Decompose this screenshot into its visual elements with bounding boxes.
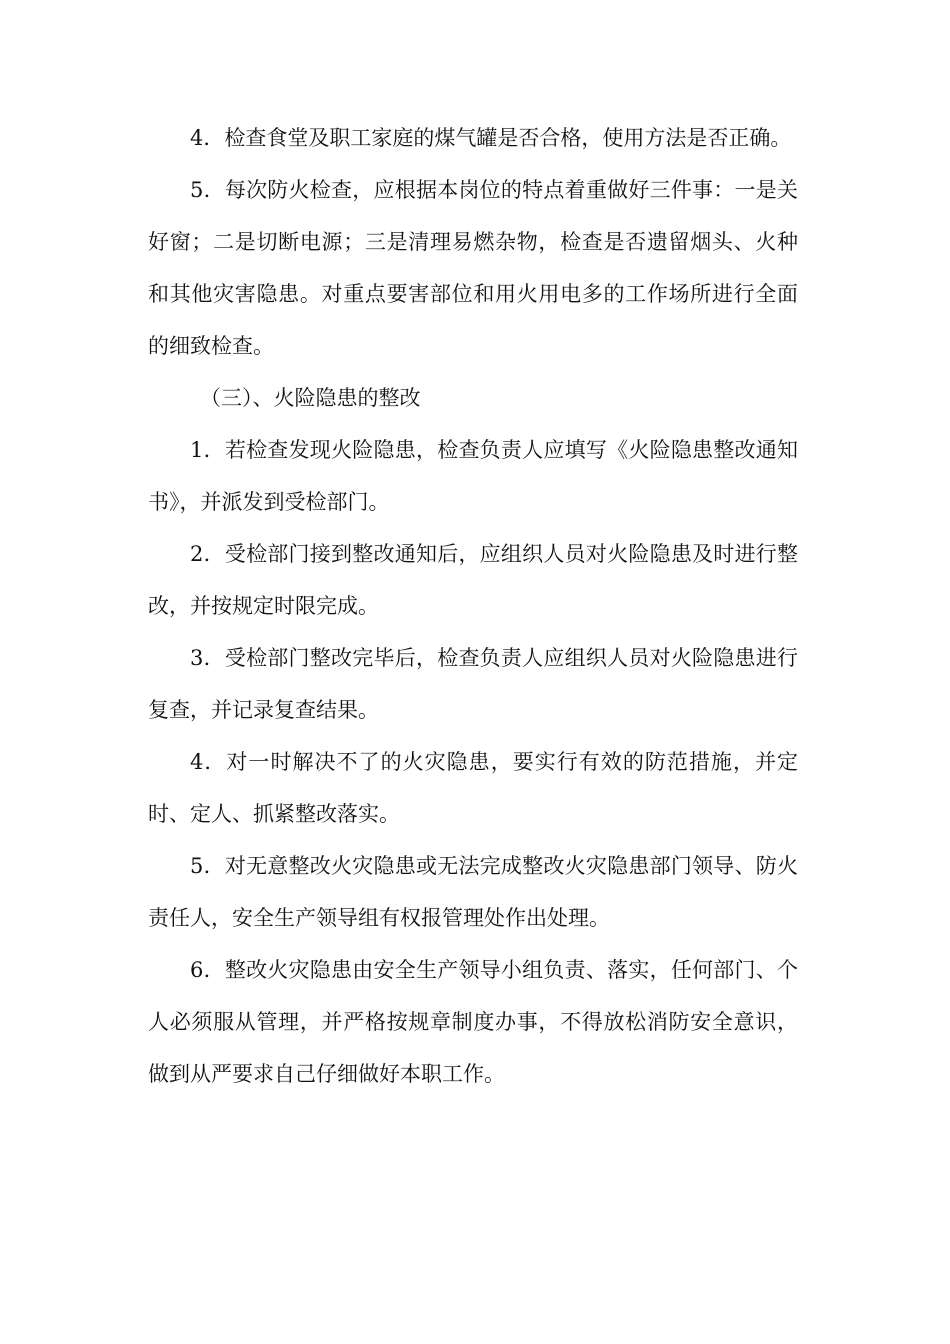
list-item-4: 4．对一时解决不了的火灾隐患，要实行有效的防范措施，并定时、定人、抓紧整改落实。 xyxy=(148,750,798,826)
paragraph-gas-tank-check: 4．检查食堂及职工家庭的煤气罐是否合格，使用方法是否正确。 xyxy=(190,126,792,150)
document-body xyxy=(148,112,798,1100)
list-item-5: 5．对无意整改火灾隐患或无法完成整改火灾隐患部门领导、防火责任人，安全生产领导组有权报管理处作出处理。 xyxy=(148,854,798,930)
list-item-1: 1．若检查发现火险隐患，检查负责人应填写《火险隐患整改通知书》，并派发到受检部门。 xyxy=(148,438,798,514)
section-heading: （三）、火险隐患的整改 xyxy=(200,386,421,410)
list-item-3: 3．受检部门整改完毕后，检查负责人应组织人员对火险隐患进行复查，并记录复查结果。 xyxy=(148,646,798,722)
list-item-2: 2．受检部门接到整改通知后，应组织人员对火险隐患及时进行整改，并按规定时限完成。 xyxy=(148,542,798,618)
list-item-6: 6．整改火灾隐患由安全生产领导小组负责、落实，任何部门、个人必须服从管理，并严格按规章制度办事，不得放松消防安全意识，做到从严要求自己仔细做好本职工作。 xyxy=(148,958,798,1086)
paragraph-fire-inspection-tasks: 5．每次防火检查，应根据本岗位的特点着重做好三件事：一是关好窗；二是切断电源；三是清理易燃杂物，检查是否遗留烟头、火种和其他灾害隐患。对重点要害部位和用火用电多的工作场所进行全面的细致检查。 xyxy=(148,178,798,358)
